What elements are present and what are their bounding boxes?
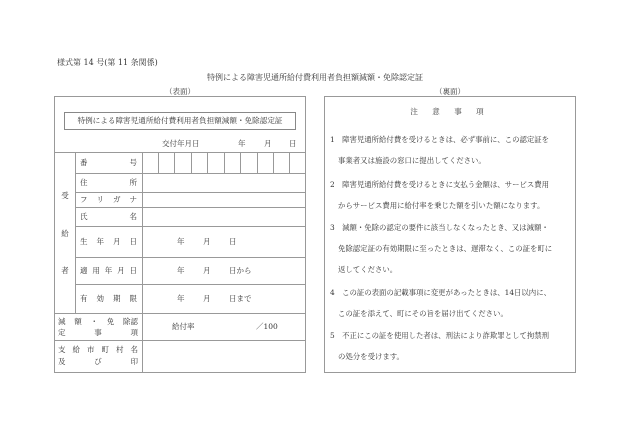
label-char: 生 — [80, 237, 88, 246]
digit-cell-divider — [174, 152, 175, 173]
note-2-line-2: からサービス費用に給付率を乗じた額を引いた額になります。 — [338, 201, 545, 210]
label-char: 減 — [58, 316, 66, 326]
benefit-rate-denominator: ／100 — [256, 322, 278, 331]
note-5-line-1: 5 不正にこの証を使用した者は、刑法により詐欺罪として拘禁刑 — [330, 331, 550, 340]
issue-date-day: 日 — [289, 139, 297, 148]
benefit-rate-label: 給付率 — [172, 322, 195, 331]
label-char: 限 — [129, 294, 137, 303]
label-municipality-line2 — [54, 355, 142, 367]
digit-cell-divider — [191, 152, 192, 173]
note-1-line-1: 1 障害児通所給付費を受けるときは、必ず事前に、この認定証を — [330, 135, 550, 144]
applicable-date-value[interactable] — [142, 257, 306, 284]
label-char: 額 — [74, 316, 82, 326]
digit-cell-divider — [289, 152, 290, 173]
note-2-line-1: 2 障害児通所給付費を受けるときに支払う金額は、サービス費用 — [330, 180, 550, 189]
label-char: 号 — [129, 158, 137, 167]
digit-cell-divider — [207, 152, 208, 173]
label-char: 定 — [58, 327, 66, 337]
year-unit: 年 — [177, 266, 185, 275]
label-char: 印 — [130, 356, 138, 366]
label-char: ・ — [90, 316, 98, 326]
label-char: 氏 — [80, 212, 88, 221]
label-char: 年 — [104, 266, 113, 275]
issue-date-year: 年 — [238, 139, 246, 148]
label-char: 免 — [106, 316, 115, 326]
label-char: 所 — [129, 178, 137, 187]
birthdate-value[interactable] — [142, 226, 306, 257]
day-until-unit: 日まで — [229, 294, 252, 303]
digit-cell-divider — [224, 152, 225, 173]
recipient-label-char: 給 — [61, 229, 69, 238]
label-birthdate — [75, 226, 142, 257]
label-char: リ — [96, 195, 104, 204]
label-char: 町 — [101, 344, 109, 354]
document-title: 特例による障害児通所給付費利用者負担額減額・免除認定証 — [207, 73, 423, 82]
label-char: 月 — [117, 266, 125, 275]
digit-cell-divider — [158, 152, 159, 173]
note-4-line-2: この証を添えて、町にその旨を届け出てください。 — [338, 309, 508, 318]
label-char: 月 — [113, 237, 121, 246]
recipient-label-char: 者 — [61, 266, 69, 275]
label-char: 及 — [58, 356, 66, 366]
label-char: 番 — [80, 158, 88, 167]
label-char: ナ — [129, 195, 137, 204]
issue-date-label: 交付年月日 — [162, 139, 200, 148]
label-char: 期 — [113, 294, 121, 303]
expiry-value[interactable] — [142, 284, 306, 313]
label-char: 日 — [129, 237, 137, 246]
issue-date-month: 月 — [264, 139, 272, 148]
label-char: 事 — [94, 327, 102, 337]
digit-cell-divider — [273, 152, 274, 173]
municipality-seal-field[interactable] — [142, 340, 306, 373]
label-char: 項 — [130, 327, 138, 337]
note-3-line-3: 返してください。 — [338, 265, 398, 274]
label-char: 支 — [58, 344, 66, 354]
label-char: 名 — [130, 344, 138, 354]
digit-cell-divider — [257, 152, 258, 173]
label-char: 用 — [92, 266, 100, 275]
label-char: ガ — [113, 195, 121, 204]
benefit-rate-field[interactable] — [142, 313, 306, 340]
label-expiry — [75, 284, 142, 313]
label-char: 村 — [116, 344, 124, 354]
label-furigana — [75, 192, 142, 207]
day-unit: 日 — [229, 237, 237, 246]
label-name — [75, 207, 142, 226]
month-unit: 月 — [203, 294, 211, 303]
back-side-label: （裏面） — [435, 87, 465, 96]
label-char: 市 — [87, 344, 95, 354]
note-3-line-1: 3 減額・免除の認定の要件に該当しなくなったとき、又は減額・ — [330, 223, 549, 232]
year-unit: 年 — [177, 294, 185, 303]
month-unit: 月 — [203, 237, 211, 246]
year-unit: 年 — [177, 237, 185, 246]
label-char: 除認 — [123, 316, 138, 326]
label-char: 日 — [129, 266, 137, 275]
label-char: び — [94, 356, 102, 366]
note-4-line-1: 4 この証の表面の記載事項に変更があったときは、14日以内に、 — [330, 288, 551, 297]
label-char: フ — [80, 195, 88, 204]
label-applicable-date — [75, 257, 142, 284]
label-municipality-line1 — [54, 343, 142, 355]
note-1-line-2: 事業者又は施設の窓口に提出してください。 — [338, 156, 486, 165]
label-char: 適 — [80, 266, 88, 275]
front-side-label: （表面） — [165, 87, 195, 96]
certificate-inner-title: 特例による障害児通所給付費利用者負担額減額・免除認定証 — [64, 112, 296, 130]
label-char: 住 — [80, 178, 88, 187]
label-address — [75, 173, 142, 192]
note-3-line-2: 免除認定証の有効期限に至ったときは、遅滞なく、この証を町に — [338, 244, 553, 253]
label-char: 給 — [72, 344, 80, 354]
label-reduction-line2 — [54, 326, 142, 338]
recipient-label-char: 受 — [61, 191, 69, 200]
form-number: 様式第 14 号(第 11 条関係) — [57, 58, 158, 67]
label-char: 名 — [129, 212, 137, 221]
day-from-unit: 日から — [229, 266, 252, 275]
digit-cell-divider — [240, 152, 241, 173]
month-unit: 月 — [203, 266, 211, 275]
label-char: 有 — [80, 294, 88, 303]
label-char: 年 — [96, 237, 104, 246]
note-5-line-2: の処分を受けます。 — [338, 352, 404, 361]
label-number — [75, 152, 142, 173]
notes-title: 注 意 事 項 — [410, 107, 490, 116]
label-char: 効 — [96, 294, 104, 303]
